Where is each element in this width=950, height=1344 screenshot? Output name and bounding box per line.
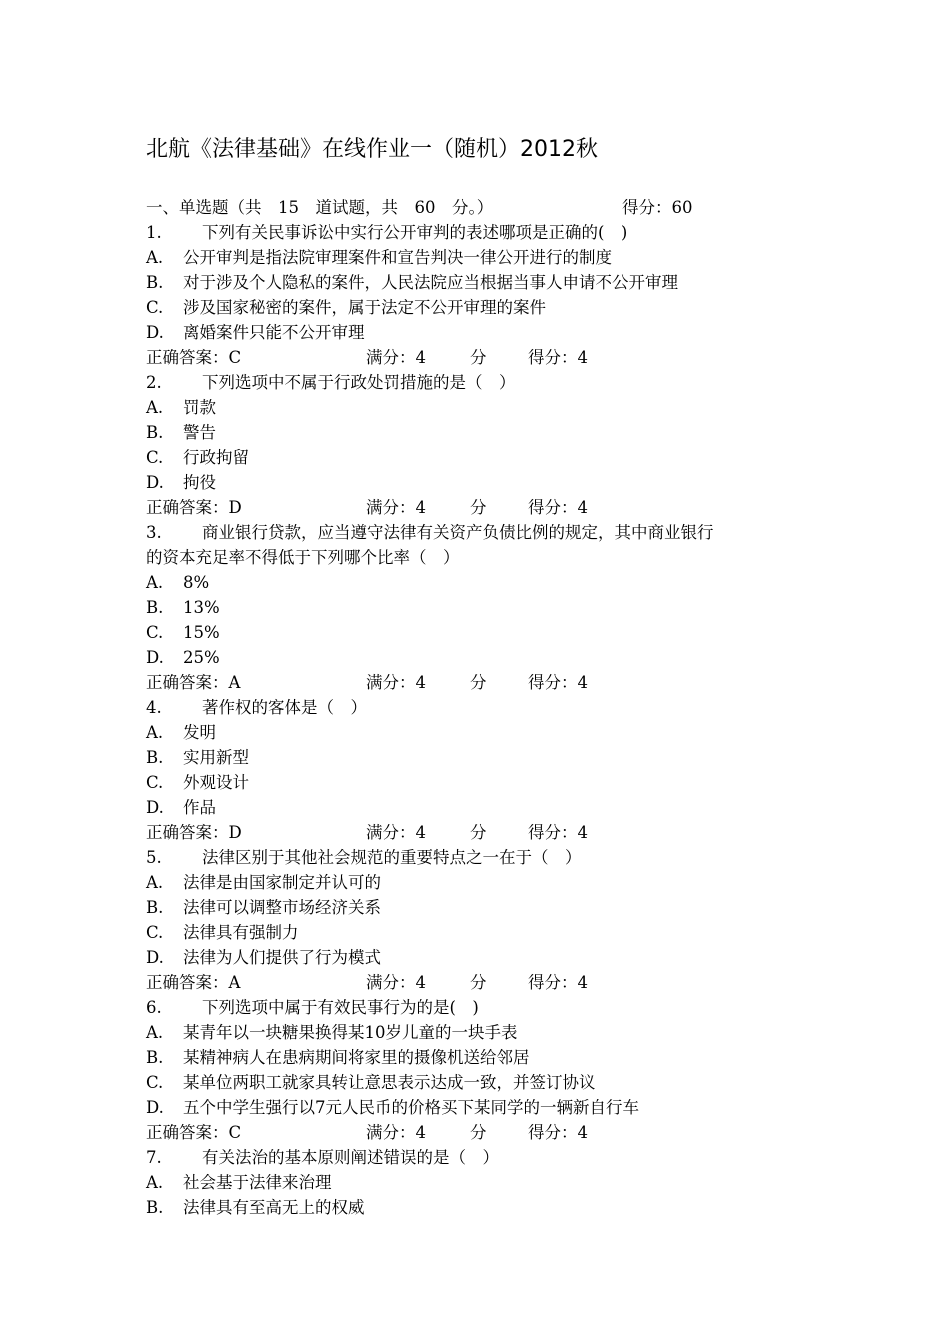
option-key: D. xyxy=(146,473,164,492)
option-key: A. xyxy=(146,873,164,892)
question-stem xyxy=(146,1145,816,1170)
score-unit: 分 xyxy=(470,973,487,992)
option-text: 行政拘留 xyxy=(183,448,249,467)
option-text: 15% xyxy=(183,623,220,642)
earned-score: 得分：4 xyxy=(528,973,588,992)
option-text: 罚款 xyxy=(183,398,216,417)
section-score: 得分：60 xyxy=(622,198,693,217)
option-text: 警告 xyxy=(183,423,216,442)
answer-row xyxy=(146,670,816,695)
correct-answer: 正确答案：C xyxy=(146,1123,242,1142)
option-text: 法律可以调整市场经济关系 xyxy=(183,898,381,917)
option-item xyxy=(146,245,816,270)
option-text: 法律具有强制力 xyxy=(183,923,299,942)
option-key: C. xyxy=(146,923,164,942)
option-item xyxy=(146,295,816,320)
option-key: A. xyxy=(146,723,164,742)
option-key: B. xyxy=(146,748,164,767)
option-text: 社会基于法律来治理 xyxy=(183,1173,332,1192)
full-score: 满分：4 xyxy=(366,673,426,692)
option-item xyxy=(146,1020,816,1045)
option-item xyxy=(146,470,816,495)
option-key: B. xyxy=(146,423,164,442)
option-key: C. xyxy=(146,773,164,792)
correct-answer: 正确答案：A xyxy=(146,673,241,692)
option-key: B. xyxy=(146,1198,164,1217)
question-stem xyxy=(146,220,816,245)
score-unit: 分 xyxy=(470,673,487,692)
document-title: 北航《法律基础》在线作业一（随机）2012秋 xyxy=(146,137,598,162)
option-text: 法律具有至高无上的权威 xyxy=(183,1198,365,1217)
full-score: 满分：4 xyxy=(366,1123,426,1142)
option-item xyxy=(146,1045,816,1070)
question-text-continued: 的资本充足率不得低于下列哪个比率（ ） xyxy=(146,548,460,567)
question-stem xyxy=(146,995,816,1020)
section-heading: 一、单选题（共 15 道试题，共 60 分。） xyxy=(146,198,494,217)
question-number: 5. xyxy=(146,848,162,867)
option-key: D. xyxy=(146,798,164,817)
option-text: 8% xyxy=(183,573,210,592)
question-text: 著作权的客体是（ ） xyxy=(202,698,367,717)
document-body xyxy=(146,195,816,1220)
full-score: 满分：4 xyxy=(366,348,426,367)
earned-score: 得分：4 xyxy=(528,673,588,692)
option-key: C. xyxy=(146,623,164,642)
correct-answer: 正确答案：A xyxy=(146,973,241,992)
question-stem xyxy=(146,520,816,545)
question-text: 下列有关民事诉讼中实行公开审判的表述哪项是正确的( ) xyxy=(202,223,628,242)
option-item xyxy=(146,395,816,420)
option-text: 某青年以一块糖果换得某10岁儿童的一块手表 xyxy=(183,1023,518,1042)
option-item xyxy=(146,420,816,445)
option-item xyxy=(146,795,816,820)
question-text: 下列选项中不属于行政处罚措施的是（ ） xyxy=(202,373,516,392)
question-stem xyxy=(146,370,816,395)
option-text: 对于涉及个人隐私的案件，人民法院应当根据当事人申请不公开审理 xyxy=(183,273,678,292)
section-header xyxy=(146,195,816,220)
earned-score: 得分：4 xyxy=(528,498,588,517)
earned-score: 得分：4 xyxy=(528,823,588,842)
answer-row xyxy=(146,1120,816,1145)
option-key: D. xyxy=(146,1098,164,1117)
correct-answer: 正确答案：D xyxy=(146,498,242,517)
option-item xyxy=(146,570,816,595)
option-text: 法律是由国家制定并认可的 xyxy=(183,873,381,892)
option-text: 涉及国家秘密的案件，属于法定不公开审理的案件 xyxy=(183,298,546,317)
option-item xyxy=(146,445,816,470)
question-number: 7. xyxy=(146,1148,162,1167)
option-text: 外观设计 xyxy=(183,773,249,792)
option-text: 五个中学生强行以7元人民币的价格买下某同学的一辆新自行车 xyxy=(183,1098,639,1117)
option-item xyxy=(146,645,816,670)
option-key: B. xyxy=(146,598,164,617)
option-key: A. xyxy=(146,573,164,592)
option-text: 某精神病人在患病期间将家里的摄像机送给邻居 xyxy=(183,1048,530,1067)
question-text: 法律区别于其他社会规范的重要特点之一在于（ ） xyxy=(202,848,582,867)
option-item xyxy=(146,595,816,620)
question-number: 1. xyxy=(146,223,162,242)
option-text: 某单位两职工就家具转让意思表示达成一致，并签订协议 xyxy=(183,1073,596,1092)
option-item xyxy=(146,620,816,645)
answer-row xyxy=(146,495,816,520)
option-key: A. xyxy=(146,398,164,417)
question-number: 2. xyxy=(146,373,162,392)
option-text: 拘役 xyxy=(183,473,216,492)
option-text: 作品 xyxy=(183,798,216,817)
answer-row xyxy=(146,345,816,370)
option-text: 法律为人们提供了行为模式 xyxy=(183,948,381,967)
option-item xyxy=(146,745,816,770)
option-key: B. xyxy=(146,1048,164,1067)
correct-answer: 正确答案：D xyxy=(146,823,242,842)
option-item xyxy=(146,1170,816,1195)
option-key: A. xyxy=(146,248,164,267)
answer-row xyxy=(146,820,816,845)
question-stem xyxy=(146,695,816,720)
question-stem xyxy=(146,845,816,870)
correct-answer: 正确答案：C xyxy=(146,348,242,367)
question-text: 下列选项中属于有效民事行为的是( ) xyxy=(202,998,479,1017)
option-item xyxy=(146,895,816,920)
option-text: 公开审判是指法院审理案件和宣告判决一律公开进行的制度 xyxy=(183,248,612,267)
option-text: 13% xyxy=(183,598,220,617)
full-score: 满分：4 xyxy=(366,973,426,992)
option-key: B. xyxy=(146,898,164,917)
score-unit: 分 xyxy=(470,348,487,367)
option-text: 实用新型 xyxy=(183,748,249,767)
question-number: 4. xyxy=(146,698,162,717)
option-item xyxy=(146,270,816,295)
option-text: 离婚案件只能不公开审理 xyxy=(183,323,365,342)
score-unit: 分 xyxy=(470,498,487,517)
option-item xyxy=(146,770,816,795)
question-number: 6. xyxy=(146,998,162,1017)
option-item xyxy=(146,320,816,345)
option-item xyxy=(146,920,816,945)
option-key: B. xyxy=(146,273,164,292)
option-key: D. xyxy=(146,948,164,967)
earned-score: 得分：4 xyxy=(528,348,588,367)
option-item xyxy=(146,870,816,895)
option-key: A. xyxy=(146,1173,164,1192)
option-item xyxy=(146,945,816,970)
option-item xyxy=(146,1095,816,1120)
option-key: C. xyxy=(146,1073,164,1092)
option-item xyxy=(146,1070,816,1095)
option-item xyxy=(146,1195,816,1220)
option-text: 发明 xyxy=(183,723,216,742)
score-unit: 分 xyxy=(470,823,487,842)
option-key: A. xyxy=(146,1023,164,1042)
option-key: D. xyxy=(146,323,164,342)
full-score: 满分：4 xyxy=(366,498,426,517)
question-text: 有关法治的基本原则阐述错误的是（ ） xyxy=(202,1148,499,1167)
answer-row xyxy=(146,970,816,995)
option-key: C. xyxy=(146,298,164,317)
question-text: 商业银行贷款，应当遵守法律有关资产负债比例的规定，其中商业银行 xyxy=(202,523,714,542)
option-item xyxy=(146,720,816,745)
question-number: 3. xyxy=(146,523,162,542)
option-key: C. xyxy=(146,448,164,467)
full-score: 满分：4 xyxy=(366,823,426,842)
option-text: 25% xyxy=(183,648,220,667)
option-key: D. xyxy=(146,648,164,667)
earned-score: 得分：4 xyxy=(528,1123,588,1142)
score-unit: 分 xyxy=(470,1123,487,1142)
